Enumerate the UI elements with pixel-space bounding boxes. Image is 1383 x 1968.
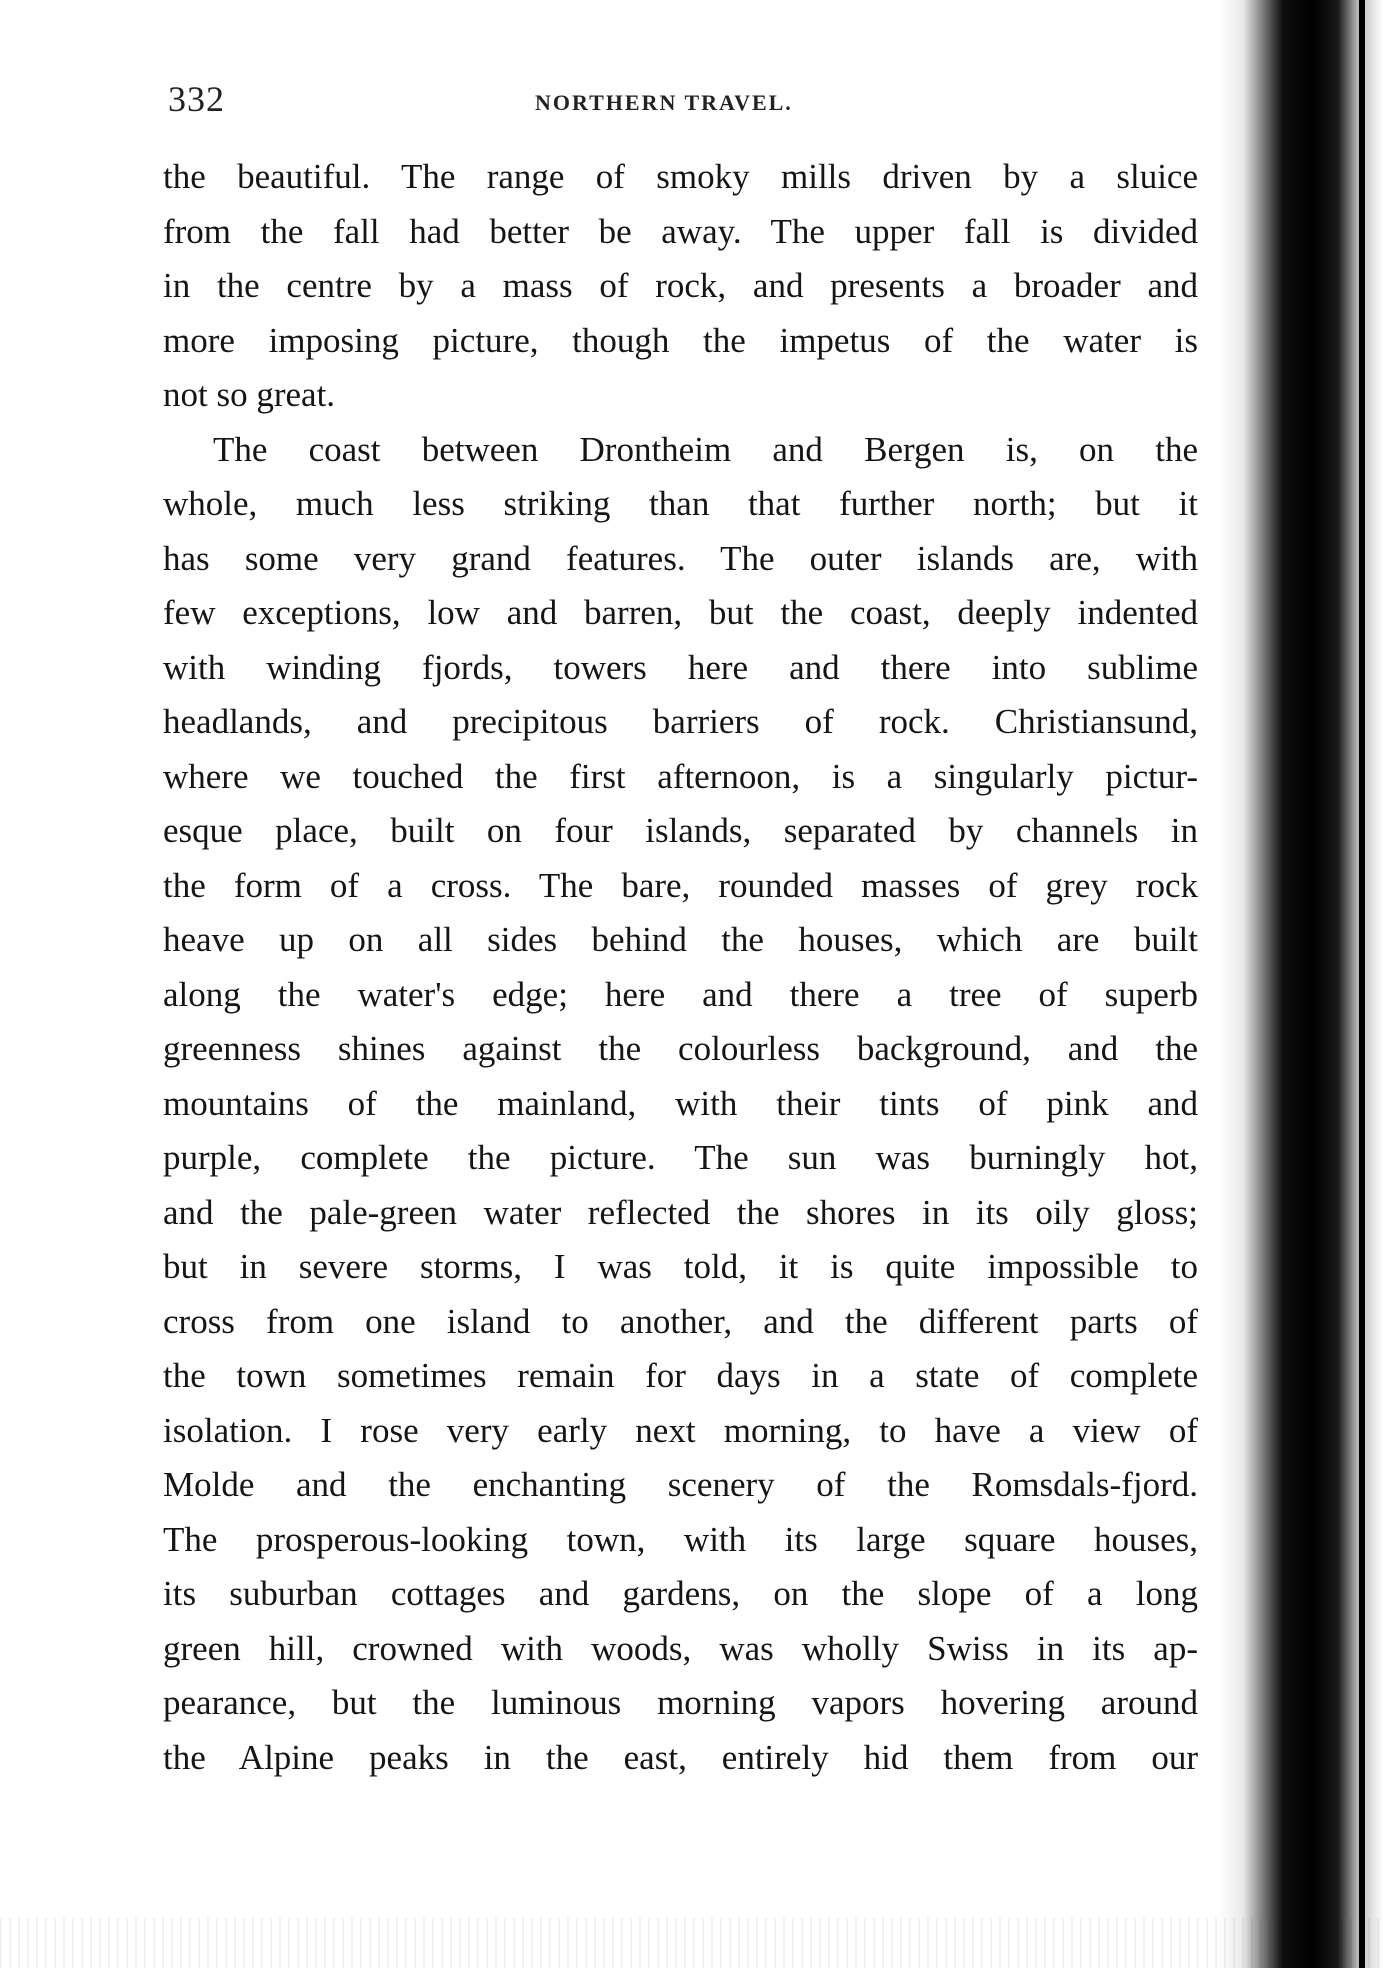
text-line: The coast between Drontheim and Bergen is, on the [213, 429, 1198, 469]
text-line: the Alpine peaks in the east, entirely hid them from our [163, 1737, 1198, 1777]
text-line: greenness shines against the colourless background, and the [163, 1029, 1198, 1068]
text-line: in the centre by a mass of rock, and presents a broader and [163, 266, 1198, 305]
text-line: purple, complete the picture. The sun was burningly hot, [163, 1138, 1198, 1177]
text-line: along the water's edge; here and there a tree of superb [163, 974, 1198, 1014]
page-number: 332 [168, 79, 225, 119]
text-line: heave up on all sides behind the houses, which are built [163, 920, 1198, 959]
text-line: and the pale-green water reflected the shores in its oily gloss; [163, 1192, 1198, 1232]
text-line: cross from one island to another, and the different parts of [163, 1301, 1198, 1341]
scan-noise [0, 1918, 1383, 1968]
text-line: not so great. [163, 375, 336, 414]
text-line: more imposing picture, though the impetus of the water is [163, 320, 1198, 360]
text-line: from the fall had better be away. The upper fall is divided [163, 211, 1198, 251]
book-binding-edge [1359, 0, 1365, 1968]
text-line: the town sometimes remain for days in a state of complete [163, 1356, 1198, 1395]
running-title: NORTHERN TRAVEL. [535, 90, 793, 115]
text-line: pearance, but the luminous morning vapors hovering around [163, 1683, 1198, 1722]
text-line: the form of a cross. The bare, rounded masses of grey rock [163, 865, 1198, 905]
text-line: esque place, built on four islands, separated by channels in [163, 811, 1198, 850]
text-line: The prosperous-looking town, with its large square houses, [163, 1519, 1198, 1559]
text-line: with winding fjords, towers here and there into sublime [163, 647, 1198, 687]
text-line: Molde and the enchanting scenery of the Romsdals-fjord. [163, 1465, 1198, 1504]
text-line: headlands, and precipitous barriers of rock. Christiansund, [163, 702, 1198, 741]
text-line: whole, much less striking than that further north; but it [163, 484, 1198, 523]
text-line: its suburban cottages and gardens, on the slope of a long [163, 1574, 1198, 1613]
text-line: mountains of the mainland, with their tints of pink and [163, 1083, 1198, 1123]
text-line: the beautiful. The range of smoky mills driven by a sluice [163, 157, 1198, 196]
text-line: few exceptions, low and barren, but the coast, deeply indented [163, 593, 1198, 632]
text-line: green hill, crowned with woods, was wholly Swiss in its ap- [163, 1628, 1198, 1668]
text-line: has some very grand features. The outer islands are, with [163, 538, 1198, 578]
text-line: where we touched the first afternoon, is a singularly pictur- [163, 756, 1198, 796]
text-line: but in severe storms, I was told, it is quite impossible to [163, 1247, 1198, 1286]
text-line: isolation. I rose very early next morning, to have a view of [163, 1410, 1198, 1450]
body-text [163, 150, 1198, 1785]
